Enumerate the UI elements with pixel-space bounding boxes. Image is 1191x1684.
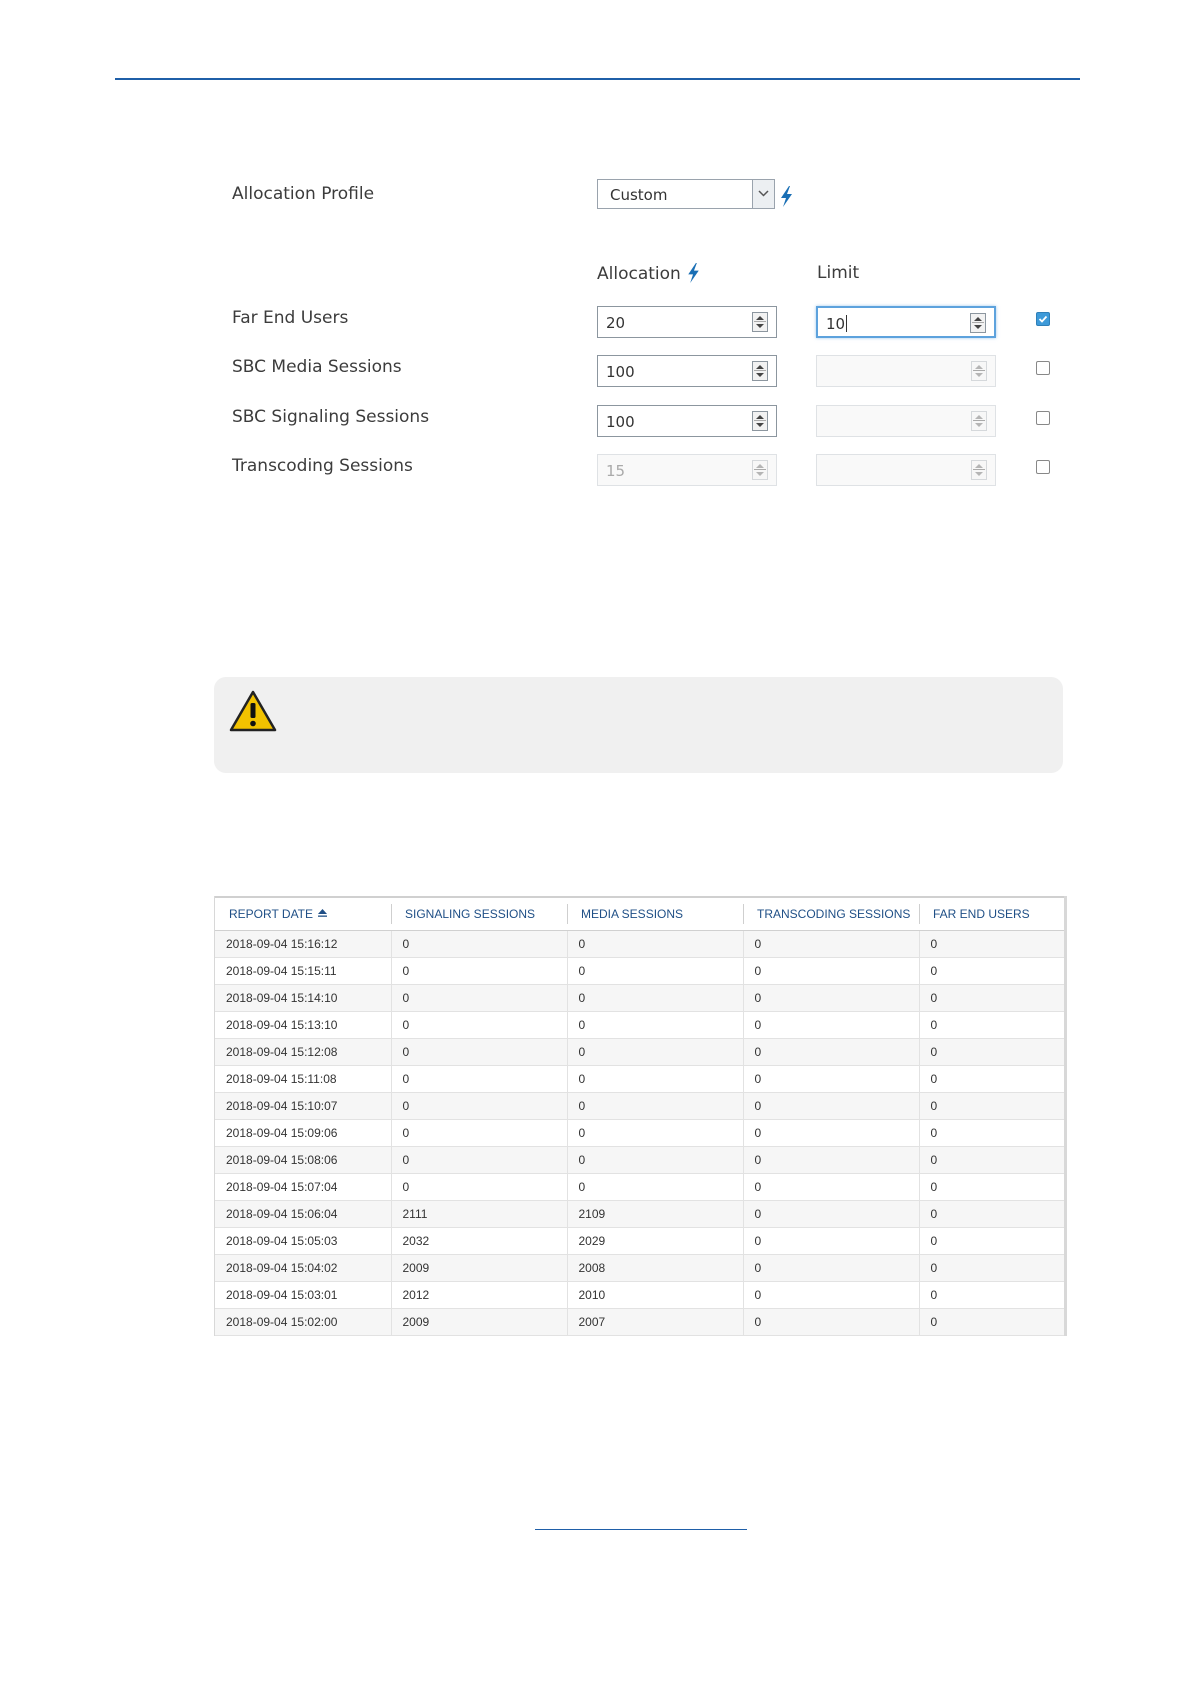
report-date-cell: 2018-09-04 15:02:00 (215, 1309, 391, 1336)
column-header-report-date[interactable] (215, 897, 391, 931)
far-end-users-cell: 0 (919, 1120, 1064, 1147)
sbc-signaling-sessions-limit-input (816, 405, 996, 437)
report-date-cell: 2018-09-04 15:09:06 (215, 1120, 391, 1147)
signaling-sessions-cell: 0 (391, 1147, 567, 1174)
report-date-cell: 2018-09-04 15:07:04 (215, 1174, 391, 1201)
media-sessions-cell: 0 (567, 958, 743, 985)
report-date-cell: 2018-09-04 15:13:10 (215, 1012, 391, 1039)
spinner-arrows (971, 460, 987, 480)
signaling-sessions-cell: 0 (391, 931, 567, 958)
allocation-column-heading (597, 263, 700, 284)
table-row[interactable] (215, 1228, 1064, 1255)
report-date-cell: 2018-09-04 15:06:04 (215, 1201, 391, 1228)
media-sessions-cell: 0 (567, 1174, 743, 1201)
chevron-down-icon (758, 190, 769, 197)
transcoding-sessions-cell: 0 (743, 958, 919, 985)
signaling-sessions-cell: 0 (391, 1039, 567, 1066)
media-sessions-cell: 2008 (567, 1255, 743, 1282)
spinner-arrows[interactable] (752, 312, 768, 332)
allocation-column-label: Allocation (597, 264, 681, 284)
transcoding-sessions-cell: 0 (743, 1039, 919, 1066)
table-row[interactable] (215, 1282, 1064, 1309)
table-row[interactable] (215, 1039, 1064, 1066)
warning-icon (229, 690, 277, 732)
row-label-far-end-users: Far End Users (232, 308, 349, 328)
transcoding-sessions-cell: 0 (743, 1174, 919, 1201)
signaling-sessions-cell: 0 (391, 985, 567, 1012)
far-end-users-cell: 0 (919, 1012, 1064, 1039)
footer-link-underline[interactable] (535, 1529, 747, 1530)
transcoding-sessions-cell: 0 (743, 1309, 919, 1336)
report-date-cell: 2018-09-04 15:05:03 (215, 1228, 391, 1255)
far-end-users-limit-checkbox[interactable] (1036, 312, 1050, 326)
far-end-users-cell: 0 (919, 1066, 1064, 1093)
sbc-media-sessions-allocation-input[interactable] (597, 355, 777, 387)
table-row[interactable] (215, 985, 1064, 1012)
allocation-profile-value: Custom (610, 186, 668, 204)
table-row[interactable] (215, 958, 1064, 985)
table-row[interactable] (215, 931, 1064, 958)
signaling-sessions-cell: 2009 (391, 1309, 567, 1336)
field-value: 15 (606, 462, 626, 480)
table-row[interactable] (215, 1093, 1064, 1120)
dropdown-button[interactable] (752, 180, 774, 208)
transcoding-sessions-cell: 0 (743, 1147, 919, 1174)
lightning-icon (780, 186, 793, 207)
row-label-sbc-media-sessions: SBC Media Sessions (232, 357, 402, 377)
field-value: 20 (606, 314, 626, 332)
signaling-sessions-cell: 0 (391, 1120, 567, 1147)
media-sessions-cell: 0 (567, 1120, 743, 1147)
report-date-cell: 2018-09-04 15:16:12 (215, 931, 391, 958)
row-label-sbc-signaling-sessions: SBC Signaling Sessions (232, 407, 430, 427)
table-row[interactable] (215, 1255, 1064, 1282)
transcoding-sessions-cell: 0 (743, 1282, 919, 1309)
table-row[interactable] (215, 1174, 1064, 1201)
table-header-row (215, 897, 1064, 931)
column-header-media-sessions[interactable]: MEDIA SESSIONS (567, 897, 743, 931)
far-end-users-cell: 0 (919, 1039, 1064, 1066)
allocation-profile-label: Allocation Profile (232, 184, 375, 204)
report-date-cell: 2018-09-04 15:04:02 (215, 1255, 391, 1282)
lightning-icon (687, 263, 700, 283)
far-end-users-cell: 0 (919, 1228, 1064, 1255)
table-row[interactable] (215, 1012, 1064, 1039)
media-sessions-cell: 0 (567, 985, 743, 1012)
column-header-signaling-sessions[interactable]: SIGNALING SESSIONS (391, 897, 567, 931)
limit-column-heading: Limit (817, 263, 860, 283)
media-sessions-cell: 0 (567, 1147, 743, 1174)
far-end-users-cell: 0 (919, 931, 1064, 958)
report-date-cell: 2018-09-04 15:03:01 (215, 1282, 391, 1309)
field-value: 100 (606, 363, 635, 381)
transcoding-sessions-limit-checkbox[interactable] (1036, 460, 1050, 474)
report-date-cell: 2018-09-04 15:12:08 (215, 1039, 391, 1066)
report-table (214, 896, 1067, 1336)
spinner-arrows[interactable] (752, 411, 768, 431)
far-end-users-cell: 0 (919, 985, 1064, 1012)
column-header-transcoding-sessions[interactable]: TRANSCODING SESSIONS (743, 897, 919, 931)
signaling-sessions-cell: 0 (391, 1066, 567, 1093)
spinner-arrows[interactable] (752, 361, 768, 381)
report-date-cell: 2018-09-04 15:15:11 (215, 958, 391, 985)
field-value: 10 (826, 315, 846, 333)
transcoding-sessions-cell: 0 (743, 985, 919, 1012)
sbc-media-sessions-limit-input (816, 355, 996, 387)
media-sessions-cell: 2109 (567, 1201, 743, 1228)
checkmark-icon (1038, 314, 1048, 324)
transcoding-sessions-cell: 0 (743, 1012, 919, 1039)
far-end-users-cell: 0 (919, 1201, 1064, 1228)
report-date-cell: 2018-09-04 15:14:10 (215, 985, 391, 1012)
far-end-users-cell: 0 (919, 958, 1064, 985)
signaling-sessions-cell: 2009 (391, 1255, 567, 1282)
table-row[interactable] (215, 1309, 1064, 1336)
spinner-arrows (752, 460, 768, 480)
sbc-media-sessions-limit-checkbox[interactable] (1036, 361, 1050, 375)
transcoding-sessions-cell: 0 (743, 1093, 919, 1120)
media-sessions-cell: 2029 (567, 1228, 743, 1255)
table-row[interactable] (215, 1120, 1064, 1147)
transcoding-sessions-cell: 0 (743, 1228, 919, 1255)
far-end-users-cell: 0 (919, 1147, 1064, 1174)
table-row[interactable] (215, 1201, 1064, 1228)
media-sessions-cell: 2010 (567, 1282, 743, 1309)
far-end-users-allocation-input[interactable] (597, 306, 777, 338)
header-rule (115, 78, 1080, 80)
sbc-signaling-sessions-limit-checkbox[interactable] (1036, 411, 1050, 425)
report-date-cell: 2018-09-04 15:10:07 (215, 1093, 391, 1120)
column-header-far-end-users[interactable]: FAR END USERS (919, 897, 1064, 931)
far-end-users-cell: 0 (919, 1174, 1064, 1201)
sbc-signaling-sessions-allocation-input[interactable] (597, 405, 777, 437)
signaling-sessions-cell: 0 (391, 1012, 567, 1039)
signaling-sessions-cell: 0 (391, 1174, 567, 1201)
far-end-users-cell: 0 (919, 1255, 1064, 1282)
far-end-users-limit-input[interactable] (816, 306, 996, 338)
signaling-sessions-cell: 2111 (391, 1201, 567, 1228)
signaling-sessions-cell: 2012 (391, 1282, 567, 1309)
transcoding-sessions-allocation-input (597, 454, 777, 486)
media-sessions-cell: 0 (567, 1093, 743, 1120)
transcoding-sessions-cell: 0 (743, 931, 919, 958)
spinner-arrows (971, 361, 987, 381)
transcoding-sessions-limit-input (816, 454, 996, 486)
far-end-users-cell: 0 (919, 1282, 1064, 1309)
transcoding-sessions-cell: 0 (743, 1255, 919, 1282)
warning-note (214, 677, 1063, 773)
spinner-arrows (971, 411, 987, 431)
field-value: 100 (606, 413, 635, 431)
table-row[interactable] (215, 1147, 1064, 1174)
report-date-cell: 2018-09-04 15:08:06 (215, 1147, 391, 1174)
transcoding-sessions-cell: 0 (743, 1201, 919, 1228)
transcoding-sessions-cell: 0 (743, 1120, 919, 1147)
media-sessions-cell: 0 (567, 1039, 743, 1066)
sort-ascending-icon (318, 909, 327, 917)
signaling-sessions-cell: 0 (391, 958, 567, 985)
row-label-transcoding-sessions: Transcoding Sessions (232, 456, 413, 476)
text-caret (846, 315, 847, 332)
signaling-sessions-cell: 2032 (391, 1228, 567, 1255)
table-body (215, 931, 1064, 1336)
media-sessions-cell: 2007 (567, 1309, 743, 1336)
far-end-users-cell: 0 (919, 1309, 1064, 1336)
transcoding-sessions-cell: 0 (743, 1066, 919, 1093)
far-end-users-cell: 0 (919, 1093, 1064, 1120)
spinner-arrows[interactable] (970, 313, 986, 333)
report-date-cell: 2018-09-04 15:11:08 (215, 1066, 391, 1093)
header-label: REPORT DATE (229, 907, 314, 921)
media-sessions-cell: 0 (567, 1066, 743, 1093)
allocation-profile-select[interactable] (597, 179, 775, 209)
table-row[interactable] (215, 1066, 1064, 1093)
media-sessions-cell: 0 (567, 1012, 743, 1039)
media-sessions-cell: 0 (567, 931, 743, 958)
signaling-sessions-cell: 0 (391, 1093, 567, 1120)
